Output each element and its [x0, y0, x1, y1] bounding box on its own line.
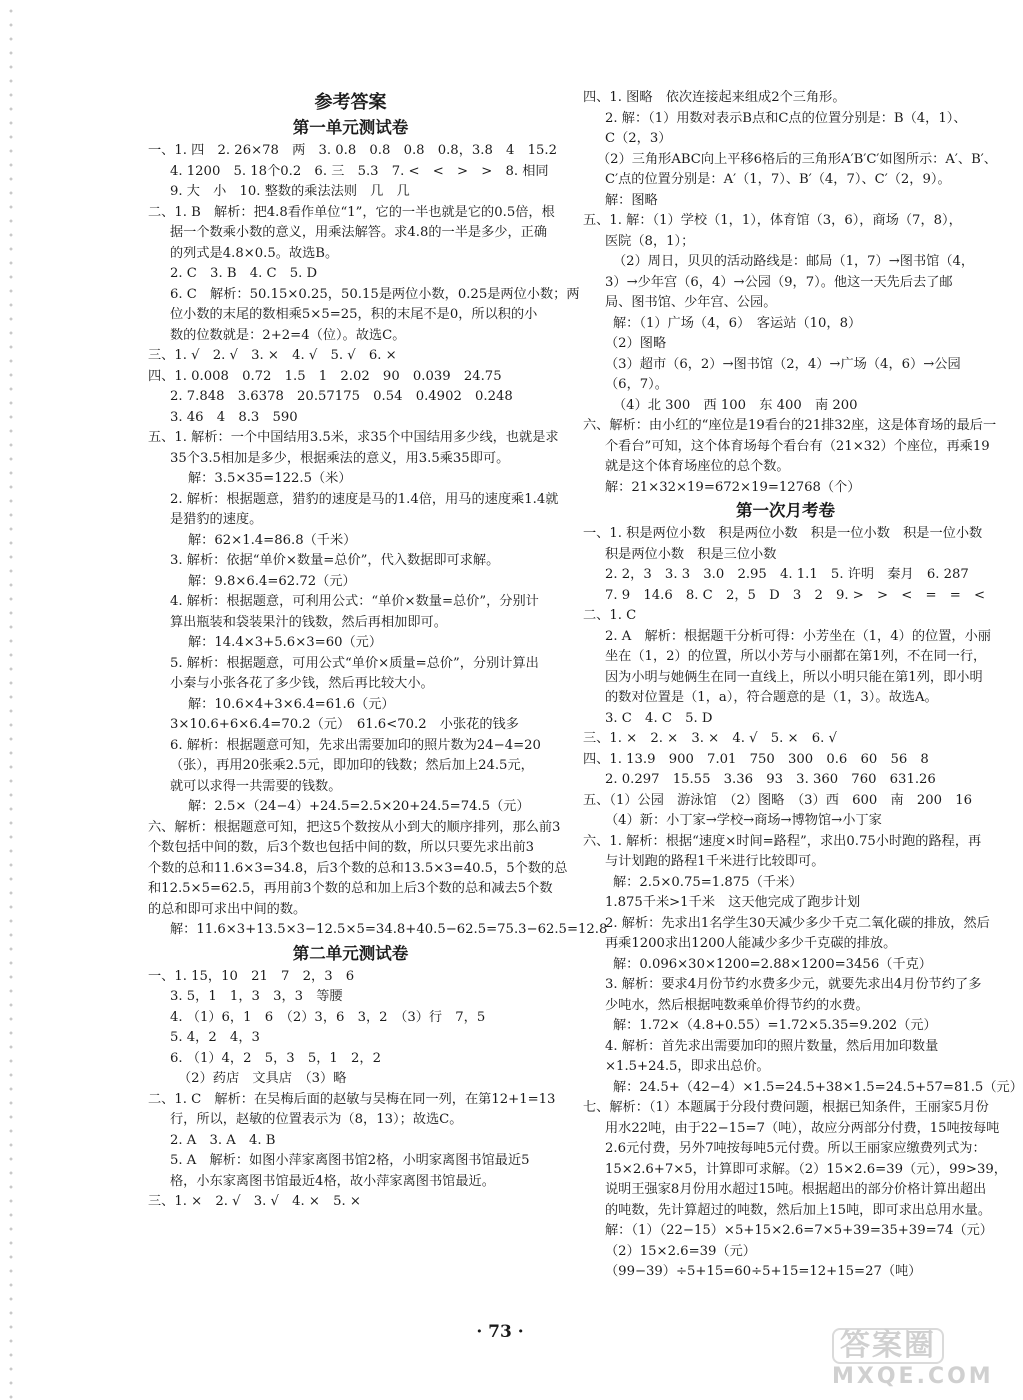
- answer-line: 5. 4，2 4，3: [170, 1030, 260, 1045]
- answer-line: 2. A 解析：根据题干分析可得：小芳坐在（1，4）的位置，小丽: [605, 628, 991, 644]
- answer-line: 说明王强家8月份用水超过15吨。根据超出的部分价格计算出超出: [605, 1182, 987, 1197]
- answer-line: 3×10.6+6×6.4=70.2（元） 61.6<70.2 小张花的钱多: [170, 717, 519, 732]
- answer-line: 解：图略: [605, 192, 658, 208]
- watermark-logo-text: 答案圈: [832, 1328, 944, 1364]
- answer-line: 3. 46 4 8.3 590: [170, 409, 298, 425]
- answer-line: 6. （1）4，2 5，3 5，1 2，2: [170, 1050, 381, 1066]
- answer-line: 解：2.5×0.75=1.875（千米）: [613, 874, 803, 890]
- answer-line: 4. 解析：根据题意，可利用公式：“单价×数量=总价”，分别计: [170, 594, 539, 609]
- answer-line: （3）超市（6，2）→图书馆（2，4）→广场（4，6）→公园: [605, 356, 961, 372]
- answer-line: 3. 5，1 1，3 3，3 等腰: [170, 989, 343, 1004]
- answer-line: 六、解析：根据题意可知，把这5个数按从小到大的顺序排列，那么前3: [148, 819, 561, 835]
- answer-line: 坐在（1，2）的位置，所以小芳与小丽都在第1列，不在同一行，: [605, 649, 987, 664]
- answer-line: 解：2.5×（24−4）+24.5=2.5×20+24.5=74.5（元）: [188, 799, 530, 814]
- answer-line: 的总和即可求出中间的数。: [148, 901, 307, 917]
- answer-line: 三、1. √ 2. √ 3. × 4. √ 5. √ 6. ×: [148, 348, 397, 363]
- answer-line: （99−39）÷5+15=60÷5+15=12+15=27（吨）: [605, 1264, 922, 1279]
- page-title: 参考答案: [314, 92, 387, 113]
- answer-line: 1.875千米>1千米 这天他完成了跑步计划: [605, 895, 861, 910]
- answer-line: 二、1. C 解析：在吴梅后面的赵敏与吴梅在同一列，在第12+1=13: [148, 1091, 556, 1107]
- section-heading: 第一次月考卷: [736, 501, 835, 520]
- binding-holes: [0, 0, 14, 1400]
- answer-line: 2. 7.848 3.6378 20.57175 0.54 0.4902 0.248: [170, 389, 513, 404]
- answer-line: 解：24.5+（42−4）×1.5=24.5+38×1.5=24.5+57=81.5（元）: [613, 1079, 1023, 1095]
- answer-line: 3. C 4. C 5. D: [605, 710, 713, 726]
- answer-line: 3）→少年宫（6，4）→公园（9，7）。他这一天先后去了邮: [605, 274, 953, 290]
- answer-line: 五、（1）公园 游泳馆 （2）图略 （3）西 600 南 200 16: [583, 792, 972, 808]
- answer-line: 一、1. 四 2. 26×78 两 3. 0.8 0.8 0.8 0.8，3.8 4 15.2: [148, 143, 557, 158]
- answer-line: （2）15×2.6=39（元）: [605, 1243, 756, 1259]
- answer-line: 2. 解析：先求出1名学生30天减少多少千克二氧化碳的排放，然后: [605, 915, 990, 931]
- answer-line: 解：3.5×35=122.5（米）: [188, 471, 352, 486]
- answer-line: 解：10.6×4+3×6.4=61.6（元）: [188, 696, 395, 712]
- answer-line: 35个3.5相加是多少，根据乘法的意义，用3.5乘35即可。: [170, 450, 510, 466]
- answer-line: 3. 解析：依据“单价×数量=总价”，代入数据即可求解。: [170, 553, 500, 568]
- answer-line: 数的位数就是：2+2=4（位）。故选C。: [170, 327, 406, 343]
- answer-line: 因为小明与她俩生在同一直线上，所以小明只能在第1列，即小明: [605, 669, 983, 685]
- answer-line: 2. 2，3 3. 3 3.0 2.95 4. 1.1 5. 许明 秦月 6. 287: [605, 567, 969, 582]
- section-heading: 第二单元测试卷: [292, 943, 409, 963]
- answer-line: （4）新：小丁家→学校→商场→博物馆→小丁家: [605, 813, 882, 828]
- answer-line: 四、1. 13.9 900 7.01 750 300 0.6 60 56 8: [583, 751, 929, 767]
- answer-line: （2）图略: [605, 336, 667, 351]
- answer-line: ×1.5+24.5，即求出总价。: [605, 1059, 770, 1074]
- answer-line: 医院（8，1）；: [605, 233, 695, 249]
- answer-line: 六、解析：由小红的“座位是19看台的21排32座，这是体育场的最后一: [583, 418, 997, 433]
- answer-line: 一、1. 15，10 21 7 2，3 6: [148, 968, 355, 984]
- answer-line: 格，小东家离图书馆最近4格，故小萍家离图书馆最近。: [170, 1173, 495, 1189]
- answer-line: （6，7）。: [605, 377, 668, 392]
- watermark-logo: [832, 1328, 992, 1390]
- answer-line: 据一个数乘小数的意义，用乘法解答。求4.8的一半是多少，正确: [170, 225, 548, 240]
- answer-line: 的列式是4.8×0.5。故选B。: [170, 245, 339, 261]
- answer-line: 三、1. × 2. × 3. × 4. √ 5. × 6. √: [583, 731, 837, 746]
- answer-line: 2. A 3. A 4. B: [170, 1132, 276, 1148]
- answer-line: 就是这个体育场座位的总个数。: [605, 459, 790, 474]
- answer-line: 解：1.72×（4.8+0.55）=1.72×5.35=9.202（元）: [613, 1018, 937, 1033]
- answer-line: 一、1. 积是两位小数 积是两位小数 积是一位小数 积是一位小数: [583, 526, 983, 541]
- section-heading: 第一单元测试卷: [292, 118, 409, 137]
- answer-line: 2. 解：（1）用数对表示B点和C点的位置分别是：B（4，1）、: [605, 110, 967, 126]
- answer-line: 2.6元付费，另外7吨按每吨5元付费。所以王丽家应缴费列式为：: [605, 1141, 986, 1156]
- answer-line: （2）周日，贝贝的活动路线是：邮局（1，7）→图书馆（4，: [613, 254, 975, 269]
- answer-line: 个数包括中间的数，后3个数也包括中间的数，所以只要先求出前3: [148, 840, 535, 855]
- answer-line: C（2，3）: [605, 131, 672, 146]
- answer-line: 三、1. × 2. √ 3. √ 4. × 5. ×: [148, 1194, 361, 1209]
- answer-line: 六、1. 解析：根据“速度×时间=路程”，求出0.75小时跑的路程，再: [583, 833, 982, 849]
- answer-line: 15×2.6+7×5，计算即可求解。（2）15×2.6=39（元），99>39，: [605, 1161, 1007, 1177]
- answer-line: 算出瓶装和袋装果汁的钱数，然后再相加即可。: [170, 614, 447, 630]
- answer-line: 4. （1）6，1 6 （2）3，6 3，2 （3）行 7，5: [170, 1009, 486, 1025]
- answer-line: C′点的位置分别是：A′（1，7）、B′（4，7）、C′（2，9）。: [605, 172, 951, 187]
- answer-line: 的数对位置是（1，a），符合题意的是（1，3）。故选A。: [605, 690, 938, 705]
- answer-line: 就可以求得一共需要的钱数。: [170, 778, 342, 794]
- answer-line: 局、图书馆、少年宫、公园。: [605, 295, 777, 310]
- answer-line: 解：21×32×19=672×19=12768（个）: [605, 479, 861, 495]
- answer-line: 解：（1）（22−15）×5+15×2.6=7×5+39=35+39=74（元）: [605, 1223, 993, 1238]
- answer-line: 是猎豹的速度。: [170, 512, 263, 527]
- answer-line: 解：0.096×30×1200=2.88×1200=3456（千克）: [613, 956, 932, 972]
- answer-line: 5. A 解析：如图小萍家离图书馆2格，小明家离图书馆最近5: [170, 1153, 530, 1168]
- page-number: · 73 ·: [476, 1322, 524, 1342]
- answer-line: 小秦与小张各花了多少钱，然后再比较大小。: [170, 676, 434, 691]
- answer-line: 的吨数，先计算超过的吨数，然后加上15吨，即可求出总用水量。: [605, 1202, 992, 1218]
- answer-line: 7. 9 14.6 8. C 2，5 D 3 2 9. > > < = = <: [605, 587, 986, 603]
- answer-line: 6. 解析：根据题意可知，先求出需要加印的照片数为24−4=20: [170, 737, 541, 753]
- answer-line: （4）北 300 西 100 东 400 南 200: [613, 397, 858, 413]
- right-column: [583, 88, 1023, 1283]
- answer-line: 9. 大 小 10. 整数的乘法法则 几 几: [170, 184, 410, 199]
- answer-line: 解：14.4×3+5.6×3=60（元）: [188, 635, 383, 650]
- answer-line: 四、1. 图略 依次连接起来组成2个三角形。: [583, 90, 846, 105]
- answer-line: 解：9.8×6.4=62.72（元）: [188, 573, 356, 589]
- answer-line: 位小数的末尾的数相乘5×5=25，积的末尾不是0，所以积的小: [170, 307, 538, 322]
- answer-line: 与计划跑的路程1千米进行比较即可。: [605, 854, 825, 869]
- answer-line: 解：11.6×3+13.5×3−12.5×5=34.8+40.5−62.5=75.3−62.5=12.8: [170, 922, 608, 937]
- answer-line: 4. 1200 5. 18个0.2 6. 三 5.3 7. < < > > 8. 相同: [170, 163, 549, 179]
- answer-line: 积是两位小数 积是三位小数: [605, 546, 777, 562]
- answer-line: 解：（1）广场（4，6） 客运站（10，8）: [613, 315, 862, 331]
- answer-line: 4. 解析：首先求出需要加印的照片数量，然后用加印数量: [605, 1038, 939, 1054]
- answer-line: 四、1. 0.008 0.72 1.5 1 2.02 90 0.039 24.75: [148, 368, 502, 384]
- answer-line: 2. 0.297 15.55 3.36 93 3. 360 760 631.26: [605, 772, 936, 787]
- answer-line: 6. C 解析：50.15×0.25，50.15是两位小数，0.25是两位小数；两: [170, 286, 580, 302]
- answer-line: 五、1. 解析：一个中国结用3.5米，求35个中国结用多少线，也就是求: [148, 430, 559, 445]
- answer-line: 行，所以，赵敏的位置表示为（8，13）；故选C。: [170, 1112, 463, 1127]
- answer-line: 二、1. B 解析：把4.8看作单位“1”，它的一半也就是它的0.5倍，根: [148, 204, 555, 220]
- watermark-site-text: MXQE.COM: [832, 1364, 994, 1389]
- answer-line: 解：62×1.4=86.8（千米）: [188, 532, 357, 548]
- answer-line: 个数的总和11.6×3=34.8，后3个数的总和13.5×3=40.5，5个数的总: [148, 860, 568, 876]
- answer-line: 5. 解析：根据题意，可用公式“单价×质量=总价”，分别计算出: [170, 655, 539, 671]
- left-column: [148, 88, 608, 1213]
- answer-line: （2）三角形ABC向上平移6格后的三角形A′B′C′如图所示：A′、B′、: [597, 151, 997, 167]
- answer-line: 和12.5×5=62.5，再用前3个数的总和加上后3个数的总和减去5个数: [148, 881, 553, 896]
- answer-line: 2. C 3. B 4. C 5. D: [170, 266, 318, 281]
- answer-line: 用水22吨，由于22−15=7（吨），故应分两部分付费，15吨按每吨: [605, 1120, 1000, 1136]
- answer-line: 2. 解析：根据题意，猎豹的速度是马的1.4倍，用马的速度乘1.4就: [170, 491, 559, 507]
- answer-line: （2）药店 文具店 （3）略: [178, 1071, 347, 1086]
- answer-line: （张），再用20张乘2.5元，即加印的钱数；然后加上24.5元，: [170, 758, 534, 773]
- answer-line: 少吨水，然后根据吨数乘单价得节约的水费。: [605, 997, 869, 1013]
- answer-line: 五、1. 解：（1）学校（1，1），体育馆（3，6），商场（7，8），: [583, 213, 962, 228]
- answer-line: 3. 解析：要求4月份节约水费多少元，就要先求出4月份节约了多: [605, 977, 982, 992]
- answer-line: 个看台”可知，这个体育场每个看台有（21×32）个座位，再乘19: [605, 438, 990, 454]
- answer-line: 再乘1200求出1200人能减少多少千克碳的排放。: [605, 936, 897, 951]
- answer-line: 二、1. C: [583, 608, 637, 623]
- answer-line: 七、解析：（1）本题属于分段付费问题，根据已知条件，王丽家5月份: [583, 1100, 989, 1115]
